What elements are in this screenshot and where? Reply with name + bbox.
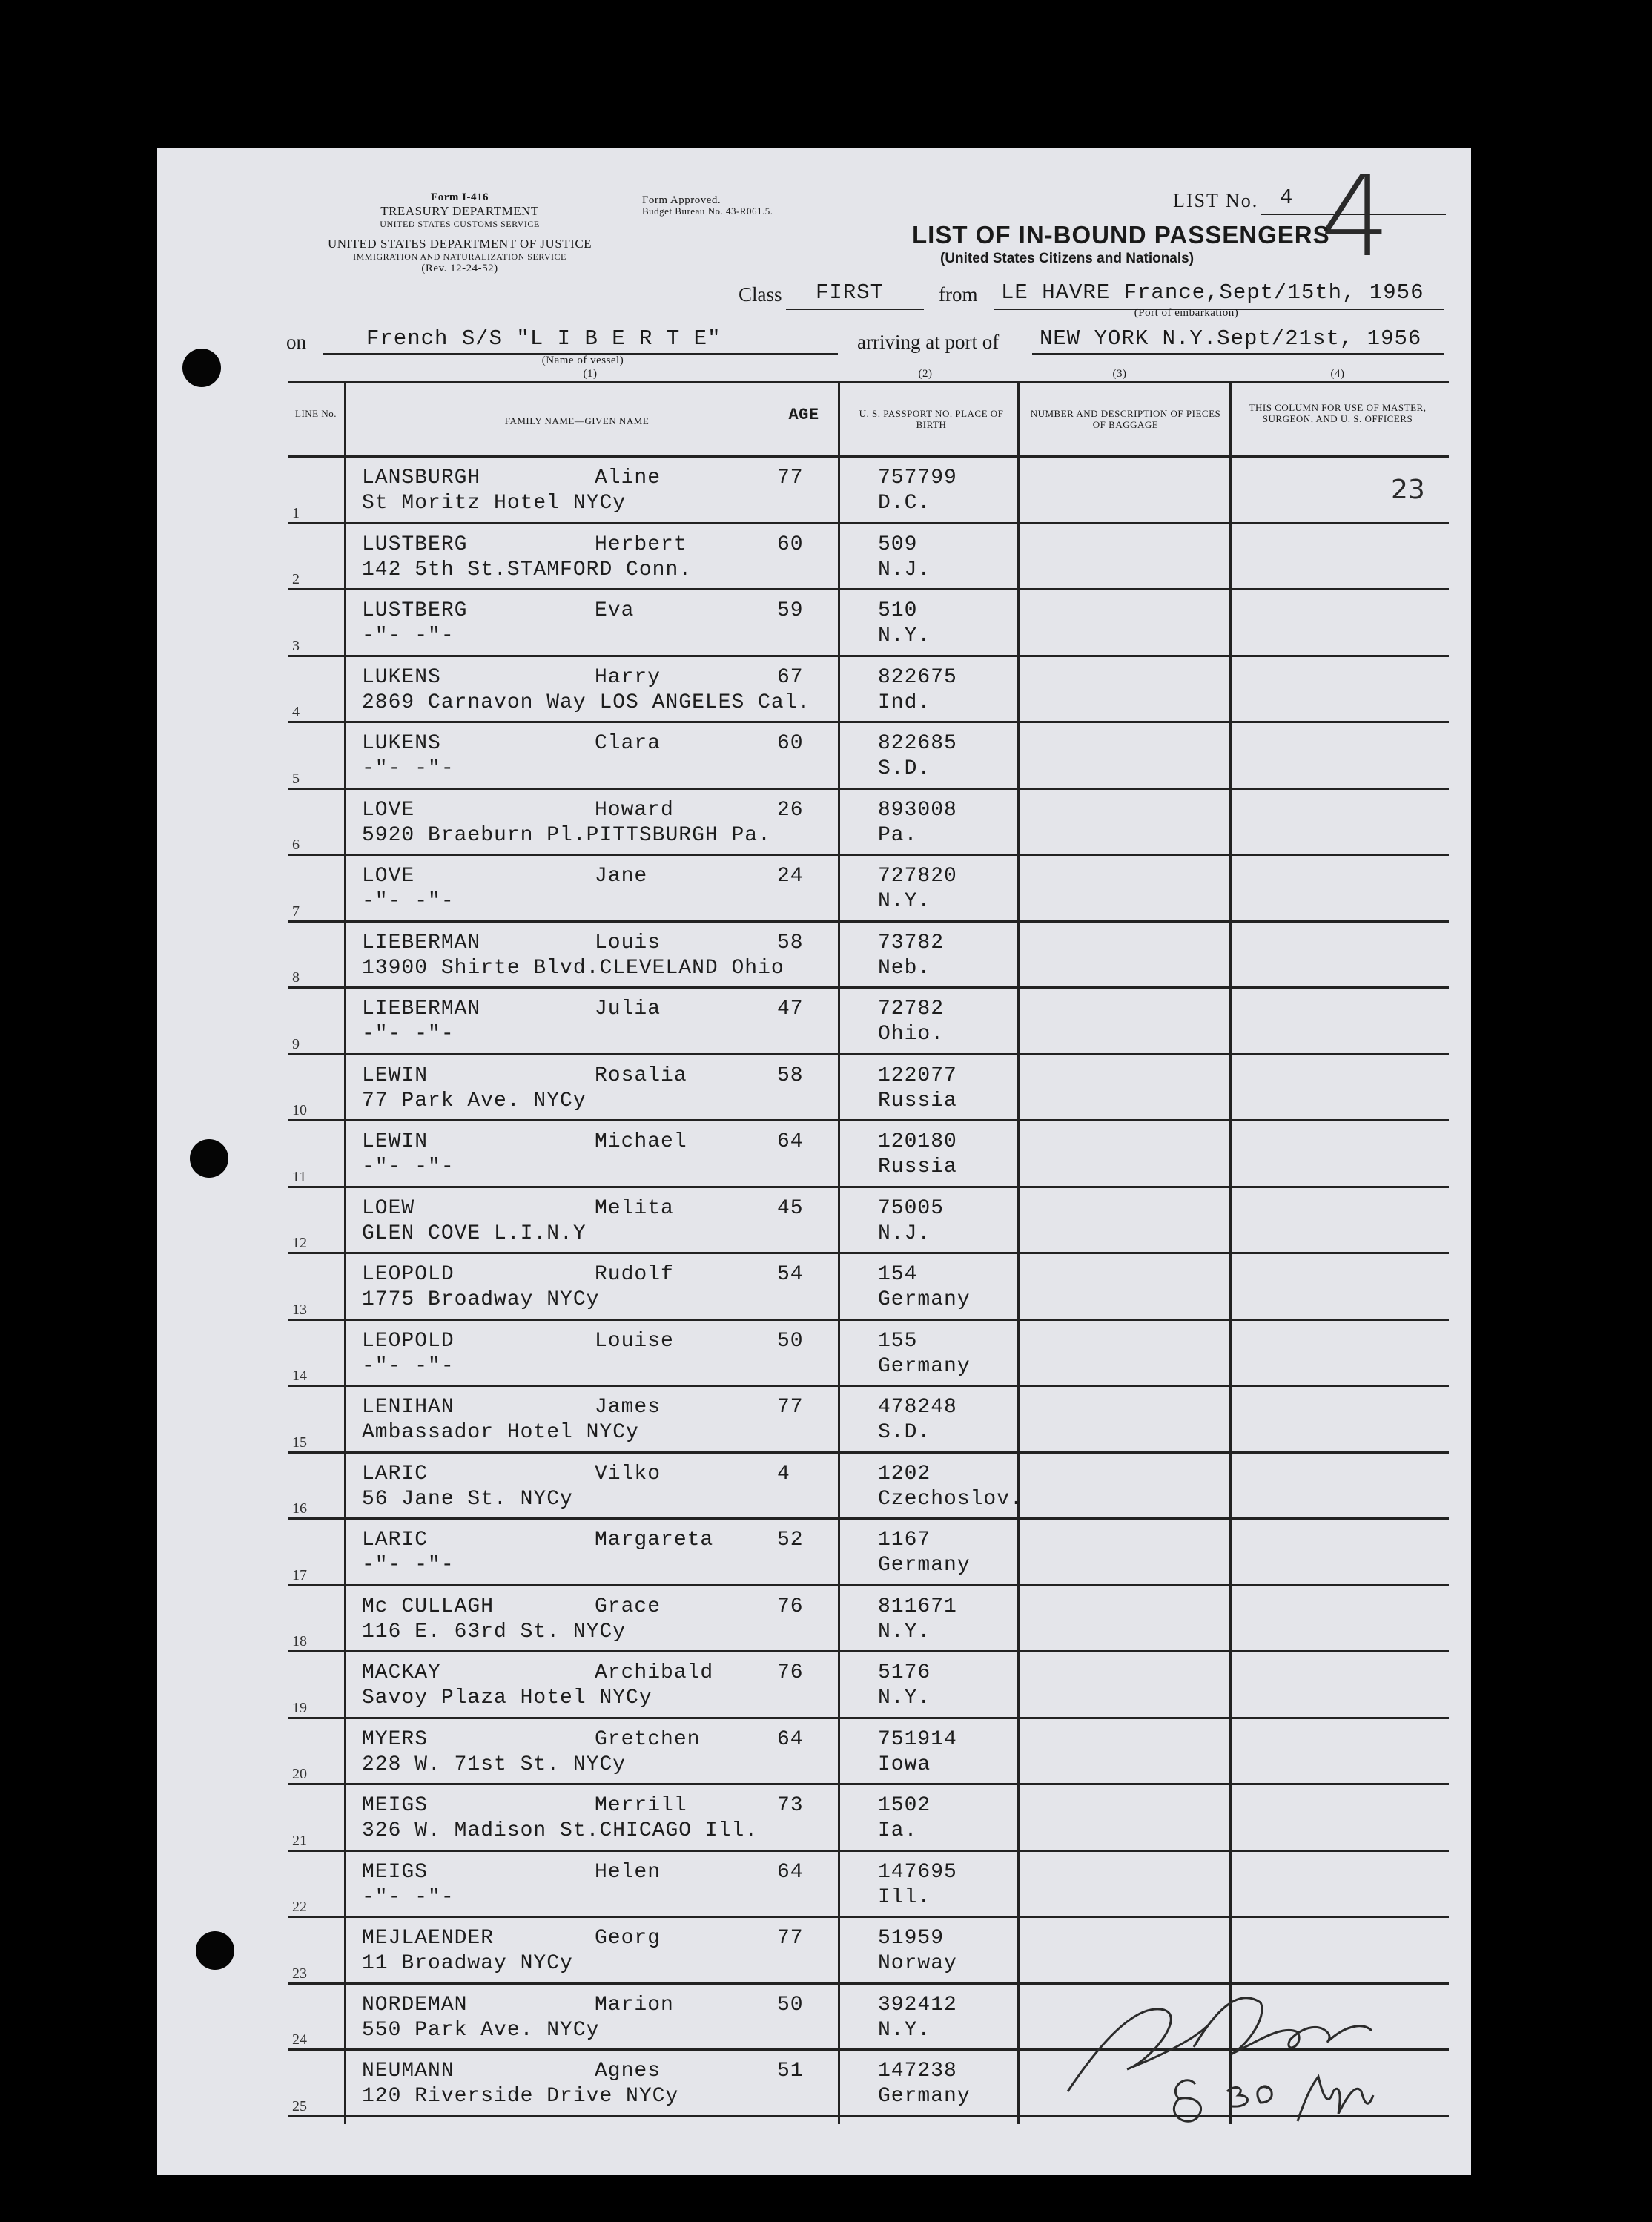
given-name: Rudolf [595,1263,674,1286]
given-name: Agnes [595,2060,661,2083]
table-row [288,1586,1449,1653]
table-row [288,1454,1449,1520]
table-row [288,1055,1449,1122]
given-name: Herbert [595,533,687,556]
family-name: LOVE [362,865,415,888]
table-row [288,1254,1449,1321]
col3-number: (3) [1112,368,1127,380]
place-of-birth: N.Y. [878,2018,931,2042]
family-name: LIEBERMAN [362,998,481,1021]
family-name: LOVE [362,798,415,822]
line-number: 7 [292,903,300,920]
form-number: Form I-416 [431,191,489,203]
line-number: 23 [292,1965,307,1982]
table-row [288,1321,1449,1388]
passport-number: 120180 [878,1130,957,1153]
given-name: Louis [595,931,661,955]
table-row [288,1852,1449,1919]
ins-service: IMMIGRATION AND NATURALIZATION SERVICE [353,251,566,262]
line-number: 4 [292,704,300,720]
line-number: 6 [292,837,300,853]
age: 24 [777,865,804,888]
line-number: 11 [292,1168,307,1185]
given-name: Vilko [595,1462,661,1486]
table-row [288,590,1449,657]
family-name: LEOPOLD [362,1263,455,1286]
address: 228 W. 71st St. NYCy [362,1753,627,1776]
age: 64 [777,1727,804,1751]
class-value: FIRST [816,280,885,305]
family-name: LANSBURGH [362,467,481,489]
arriving-value: NEW YORK N.Y.Sept/21st, 1956 [1040,326,1422,351]
age: 64 [777,1860,804,1884]
from-value: LE HAVRE France,Sept/15th, 1956 [1001,280,1424,305]
passport-number: 5176 [878,1661,931,1684]
age: 77 [777,467,804,489]
age: 47 [777,998,804,1021]
address: GLEN COVE L.I.N.Y [362,1222,587,1245]
family-name: LUKENS [362,732,441,755]
family-name: MYERS [362,1727,429,1751]
passport-number: 811671 [878,1595,957,1618]
vessel-value: French S/S "L I B E R T E" [366,326,721,351]
arriving-underline [1032,353,1444,355]
place-of-birth: Germany [878,1288,971,1311]
passport-number: 73782 [878,931,945,955]
customs-service: UNITED STATES CUSTOMS SERVICE [380,219,540,229]
family-name: LEWIN [362,1130,429,1153]
place-of-birth: N.Y. [878,1620,931,1644]
address: Savoy Plaza Hotel NYCy [362,1687,652,1710]
address: -"- -"- [362,624,455,647]
vessel-col-no: (1) [583,368,598,380]
address: 5920 Braeburn Pl.PITTSBURGH Pa. [362,823,771,847]
passport-number: 155 [878,1329,918,1353]
arriving-label: arriving at port of [857,331,1000,353]
given-name: Margareta [595,1529,714,1552]
class-label: Class [739,283,782,306]
place-of-birth: Ind. [878,690,931,714]
family-name: LOEW [362,1196,415,1220]
given-name: Helen [595,1860,661,1884]
port-embarkation-caption: (Port of embarkation) [1134,307,1239,319]
passport-number: 122077 [878,1064,957,1087]
age: 50 [777,1993,804,2017]
family-name: LIEBERMAN [362,931,481,955]
age: 58 [777,1064,804,1087]
age: 59 [777,599,804,622]
table-row [288,657,1449,724]
address: Ambassador Hotel NYCy [362,1421,639,1444]
passport-number: 478248 [878,1396,957,1419]
place-of-birth: D.C. [878,492,931,515]
line-number: 17 [292,1566,307,1583]
family-name: MEJLAENDER [362,1927,495,1950]
address: -"- -"- [362,1354,455,1378]
place-of-birth: Ia. [878,1819,918,1842]
passport-number: 75005 [878,1196,945,1220]
address: 142 5th St.STAMFORD Conn. [362,558,693,581]
binder-hole-middle [190,1139,228,1178]
address: 120 Riverside Drive NYCy [362,2085,679,2108]
family-name: NORDEMAN [362,1993,468,2017]
budget-bureau: Budget Bureau No. 43-R061.5. [642,205,773,217]
passport-number: 154 [878,1263,918,1286]
col4-number: (4) [1330,368,1345,380]
line-number: 18 [292,1633,307,1649]
line-number: 15 [292,1434,307,1451]
address: -"- -"- [362,1155,455,1178]
passport-number: 51959 [878,1927,945,1950]
given-name: James [595,1396,661,1419]
vessel-caption: (Name of vessel) [541,355,624,366]
place-of-birth: Iowa [878,1753,931,1776]
address: 77 Park Ave. NYCy [362,1089,587,1112]
age: 50 [777,1329,804,1353]
address: -"- -"- [362,1554,455,1577]
given-name: Louise [595,1329,674,1353]
family-name: LENIHAN [362,1396,455,1419]
place-of-birth: Germany [878,2085,971,2108]
line-number: 5 [292,770,300,787]
line-number: 16 [292,1500,307,1517]
table-row [288,458,1449,524]
given-name: Melita [595,1196,674,1220]
place-of-birth: Russia [878,1089,957,1112]
line-number: 21 [292,1832,307,1849]
family-name: MACKAY [362,1661,441,1684]
given-name: Michael [595,1130,687,1153]
family-name: MEIGS [362,1794,429,1817]
family-name: LARIC [362,1462,429,1486]
passport-number: 509 [878,533,918,556]
place-of-birth: N.Y. [878,890,931,913]
place-of-birth: Ill. [878,1885,931,1909]
family-name: MEIGS [362,1860,429,1884]
address: 56 Jane St. NYCy [362,1487,573,1511]
given-name: Harry [595,665,661,689]
age: 76 [777,1595,804,1618]
address: -"- -"- [362,757,455,780]
address: -"- -"- [362,1885,455,1909]
given-name: Clara [595,732,661,755]
col2-number: (2) [918,368,933,380]
family-name: NEUMANN [362,2060,455,2083]
table-row [288,1387,1449,1454]
on-label: on [286,331,306,353]
line-number: 14 [292,1368,307,1384]
treasury-dept: TREASURY DEPARTMENT [380,204,539,218]
place-of-birth: Neb. [878,956,931,980]
address: -"- -"- [362,1023,455,1046]
justice-dept: UNITED STATES DEPARTMENT OF JUSTICE [327,237,592,251]
given-name: Julia [595,998,661,1021]
list-no-label: LIST No. [1173,190,1259,211]
line-number: 8 [292,969,300,986]
passport-number: 822685 [878,732,957,755]
address: 11 Broadway NYCy [362,1952,573,1975]
header-line-no: LINE No. [295,408,337,419]
header-passport: U. S. PASSPORT NO. PLACE OF BIRTH [859,408,1004,430]
passport-number: 147695 [878,1860,957,1884]
header-officers: THIS COLUMN FOR USE OF MASTER, SURGEON, AND U. S. OFFICERS [1249,402,1427,424]
class-underline [786,309,924,310]
given-name: Howard [595,798,674,822]
table-top-border [288,381,1449,383]
place-of-birth: N.J. [878,558,931,581]
age: 52 [777,1529,804,1552]
place-of-birth: Ohio. [878,1023,945,1046]
table-row [288,1520,1449,1586]
family-name: LUKENS [362,665,441,689]
address: 13900 Shirte Blvd.CLEVELAND Ohio [362,956,784,980]
given-name: Grace [595,1595,661,1618]
address: 550 Park Ave. NYCy [362,2018,600,2042]
place-of-birth: Germany [878,1354,971,1378]
table-row [288,524,1449,591]
list-no-handwritten: 4 [1320,153,1391,282]
age: 45 [777,1196,804,1220]
family-name: LUSTBERG [362,533,468,556]
given-name: Archibald [595,1661,714,1684]
binder-hole-bottom [196,1931,234,1970]
address: 1775 Broadway NYCy [362,1288,600,1311]
table-row [288,1719,1449,1786]
list-no-value: 4 [1280,185,1294,210]
address: 326 W. Madison St.CHICAGO Ill. [362,1819,759,1842]
given-name: Marion [595,1993,674,2017]
passport-number: 392412 [878,1993,957,2017]
table-row [288,1785,1449,1852]
given-name: Gretchen [595,1727,701,1751]
table-row [288,856,1449,923]
place-of-birth: N.Y. [878,624,931,647]
from-label: from [939,283,978,306]
age: 51 [777,2060,804,2083]
family-name: LEOPOLD [362,1329,455,1353]
passport-number: 893008 [878,798,957,822]
line-number: 24 [292,2031,307,2048]
address: -"- -"- [362,890,455,913]
family-name: LEWIN [362,1064,429,1087]
address: 116 E. 63rd St. NYCy [362,1620,627,1644]
place-of-birth: Norway [878,1952,957,1975]
line-number: 9 [292,1035,300,1052]
table-row [288,790,1449,857]
place-of-birth: S.D. [878,757,931,780]
passport-number: 1502 [878,1794,931,1817]
table-row [288,1652,1449,1719]
passport-number: 757799 [878,467,957,489]
table-row [288,723,1449,790]
age: 60 [777,732,804,755]
place-of-birth: N.Y. [878,1687,931,1710]
line-number: 25 [292,2097,307,2114]
officer-signature [1038,1943,1424,2136]
passport-number: 822675 [878,665,957,689]
given-name: Aline [595,467,661,489]
passport-number: 72782 [878,998,945,1021]
header-name: FAMILY NAME—GIVEN NAME [504,415,650,426]
age: 77 [777,1927,804,1950]
age: 4 [777,1462,790,1486]
place-of-birth: Russia [878,1155,957,1178]
age: 26 [777,798,804,822]
place-of-birth: Pa. [878,823,918,847]
manifest-title: LIST OF IN-BOUND PASSENGERS [912,221,1330,248]
age: 54 [777,1263,804,1286]
age: 77 [777,1396,804,1419]
table-row [288,1121,1449,1188]
binder-hole-top [182,349,221,387]
line-number: 3 [292,637,300,654]
given-name: Jane [595,865,648,888]
place-of-birth: Germany [878,1554,971,1577]
line-number: 20 [292,1766,307,1782]
line-number: 13 [292,1301,307,1318]
header-baggage: NUMBER AND DESCRIPTION OF PIECES OF BAGGAGE [1030,408,1221,430]
given-name: Eva [595,599,635,622]
line-number: 1 [292,504,300,521]
line-number: 10 [292,1102,307,1118]
header-age: AGE [788,406,819,424]
line-number: 12 [292,1235,307,1251]
form-approved: Form Approved. [642,194,721,206]
passport-number: 1167 [878,1529,931,1552]
place-of-birth: Czechoslov. [878,1487,1023,1511]
passenger-table [288,381,1449,2124]
given-name: Merrill [595,1794,687,1817]
address: St Moritz Hotel NYCy [362,492,627,515]
age: 67 [777,665,804,689]
age: 60 [777,533,804,556]
age: 73 [777,1794,804,1817]
passport-number: 510 [878,599,918,622]
line-number: 2 [292,571,300,587]
passport-number: 147238 [878,2060,957,2083]
family-name: LUSTBERG [362,599,468,622]
given-name: Rosalia [595,1064,687,1087]
family-name: Mc CULLAGH [362,1595,495,1618]
passport-number: 1202 [878,1462,931,1486]
line-number: 19 [292,1699,307,1716]
passport-number: 751914 [878,1727,957,1751]
age: 58 [777,931,804,955]
passport-number: 727820 [878,865,957,888]
age: 76 [777,1661,804,1684]
place-of-birth: N.J. [878,1222,931,1245]
place-of-birth: S.D. [878,1421,931,1444]
table-row [288,1188,1449,1255]
line-number: 22 [292,1899,307,1915]
given-name: Georg [595,1927,661,1950]
age: 64 [777,1130,804,1153]
revision: (Rev. 12-24-52) [421,263,498,274]
manifest-subtitle: (United States Citizens and Nationals) [940,251,1195,266]
address: 2869 Carnavon Way LOS ANGELES Cal. [362,690,811,714]
table-row [288,923,1449,989]
family-name: LARIC [362,1529,429,1552]
passenger-count-note: 23 [1391,475,1425,505]
table-row [288,989,1449,1055]
